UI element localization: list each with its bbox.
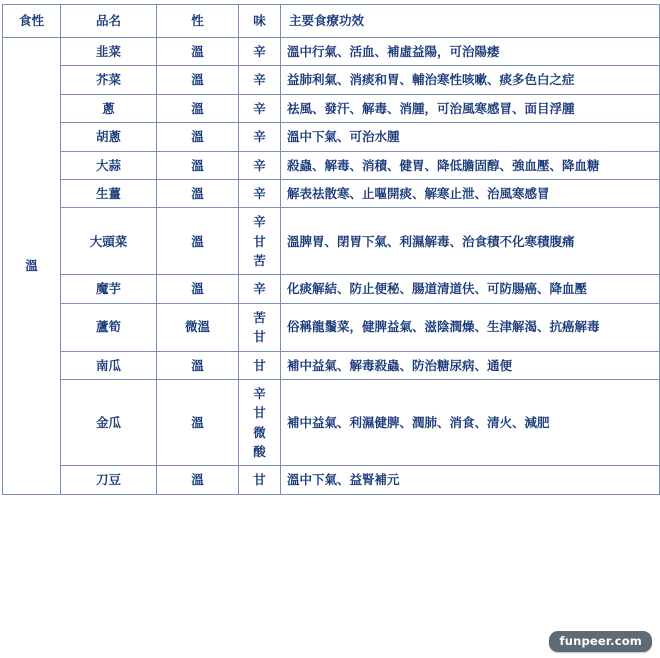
page-container <box>0 4 660 658</box>
item-sex: 溫 <box>157 208 239 275</box>
item-taste <box>239 179 281 207</box>
item-effect: 補中益氣、解毒殺蟲、防治糖尿病、通便 <box>281 351 660 379</box>
table-row <box>3 208 660 275</box>
item-sex: 溫 <box>157 123 239 151</box>
item-taste <box>239 208 281 275</box>
item-sex: 溫 <box>157 466 239 494</box>
item-sex: 溫 <box>157 275 239 303</box>
taste-part: 辛 <box>253 185 266 201</box>
item-taste <box>239 466 281 494</box>
item-effect: 化痰解結、防止便秘、腸道清道伕、可防腸癌、降血壓 <box>281 275 660 303</box>
table-row <box>3 94 660 122</box>
table-row <box>3 38 660 66</box>
taste-part: 甘 <box>253 233 266 249</box>
item-effect: 溫脾胃、閉胃下氣、利濕解毒、治食積不化寒積腹痛 <box>281 208 660 275</box>
item-effect: 益肺利氣、消痰和胃、輔治寒性咳嗽、痰多色白之症 <box>281 66 660 94</box>
item-sex: 微溫 <box>157 303 239 351</box>
taste-part: 辛 <box>253 157 266 173</box>
item-name: 大頭菜 <box>61 208 157 275</box>
taste-part: 甘 <box>253 329 266 345</box>
item-name: 刀豆 <box>61 466 157 494</box>
taste-part: 辛 <box>253 100 266 116</box>
taste-part: 辛 <box>253 44 266 59</box>
item-taste <box>239 379 281 466</box>
item-name: 大蒜 <box>61 151 157 179</box>
item-effect: 祛風、發汗、解毒、消腫，可治風寒感冒、面目浮腫 <box>281 94 660 122</box>
item-name: 金瓜 <box>61 379 157 466</box>
taste-part: 微 <box>253 424 266 440</box>
item-sex: 溫 <box>157 151 239 179</box>
header-taste: 味 <box>239 5 281 38</box>
item-name: 蔥 <box>61 94 157 122</box>
item-taste <box>239 303 281 351</box>
table-row <box>3 351 660 379</box>
table-row <box>3 466 660 494</box>
item-sex: 溫 <box>157 351 239 379</box>
header-row <box>3 5 660 38</box>
item-effect: 溫中下氣、可治水腫 <box>281 123 660 151</box>
item-taste <box>239 351 281 379</box>
taste-part: 辛 <box>253 72 266 88</box>
table-row <box>3 379 660 466</box>
item-sex: 溫 <box>157 66 239 94</box>
item-sex: 溫 <box>157 94 239 122</box>
item-name: 生薑 <box>61 179 157 207</box>
taste-part: 辛 <box>253 281 266 297</box>
item-effect: 溫中下氣、益腎補元 <box>281 466 660 494</box>
table-row <box>3 123 660 151</box>
taste-part: 甘 <box>253 357 266 373</box>
item-effect: 溫中行氣、活血、補虛益陽，可治陽痿 <box>281 38 660 66</box>
item-taste <box>239 38 281 66</box>
taste-part: 辛 <box>253 129 266 145</box>
item-effect: 俗稱龍鬚菜，健脾益氣、滋陰潤燥、生津解渴、抗癌解毒 <box>281 303 660 351</box>
item-taste <box>239 66 281 94</box>
header-nature: 食性 <box>3 5 61 38</box>
item-name: 胡蔥 <box>61 123 157 151</box>
taste-part: 苦 <box>253 309 266 325</box>
table-row <box>3 66 660 94</box>
item-effect: 解表祛散寒、止嘔開痰、解寒止泄、治風寒感冒 <box>281 179 660 207</box>
taste-part: 甘 <box>253 405 266 421</box>
item-sex: 溫 <box>157 379 239 466</box>
item-sex: 溫 <box>157 179 239 207</box>
item-name: 魔芋 <box>61 275 157 303</box>
item-taste <box>239 123 281 151</box>
table-row <box>3 179 660 207</box>
taste-part: 酸 <box>253 444 266 459</box>
site-watermark: funpeer.com <box>549 631 652 652</box>
table-row <box>3 303 660 351</box>
item-taste <box>239 151 281 179</box>
item-effect: 補中益氣、利濕健脾、潤肺、消食、清火、減肥 <box>281 379 660 466</box>
food-therapy-table <box>2 4 660 495</box>
table-body <box>3 38 660 495</box>
taste-part: 甘 <box>253 472 266 488</box>
table-row <box>3 151 660 179</box>
item-effect: 殺蟲、解毒、消積、健胃、降低膽固醇、強血壓、降血糖 <box>281 151 660 179</box>
item-name: 芥菜 <box>61 66 157 94</box>
header-sex: 性 <box>157 5 239 38</box>
item-name: 韭菜 <box>61 38 157 66</box>
table-row <box>3 275 660 303</box>
table-header <box>3 5 660 38</box>
item-taste <box>239 94 281 122</box>
taste-part: 辛 <box>253 385 266 401</box>
item-name: 蘆筍 <box>61 303 157 351</box>
taste-part: 苦 <box>253 253 266 268</box>
header-name: 品名 <box>61 5 157 38</box>
item-name: 南瓜 <box>61 351 157 379</box>
header-effect: 主要食療功效 <box>281 5 660 38</box>
taste-part: 辛 <box>253 214 266 230</box>
item-sex: 溫 <box>157 38 239 66</box>
nature-group-cell: 溫 <box>3 38 61 495</box>
item-taste <box>239 275 281 303</box>
